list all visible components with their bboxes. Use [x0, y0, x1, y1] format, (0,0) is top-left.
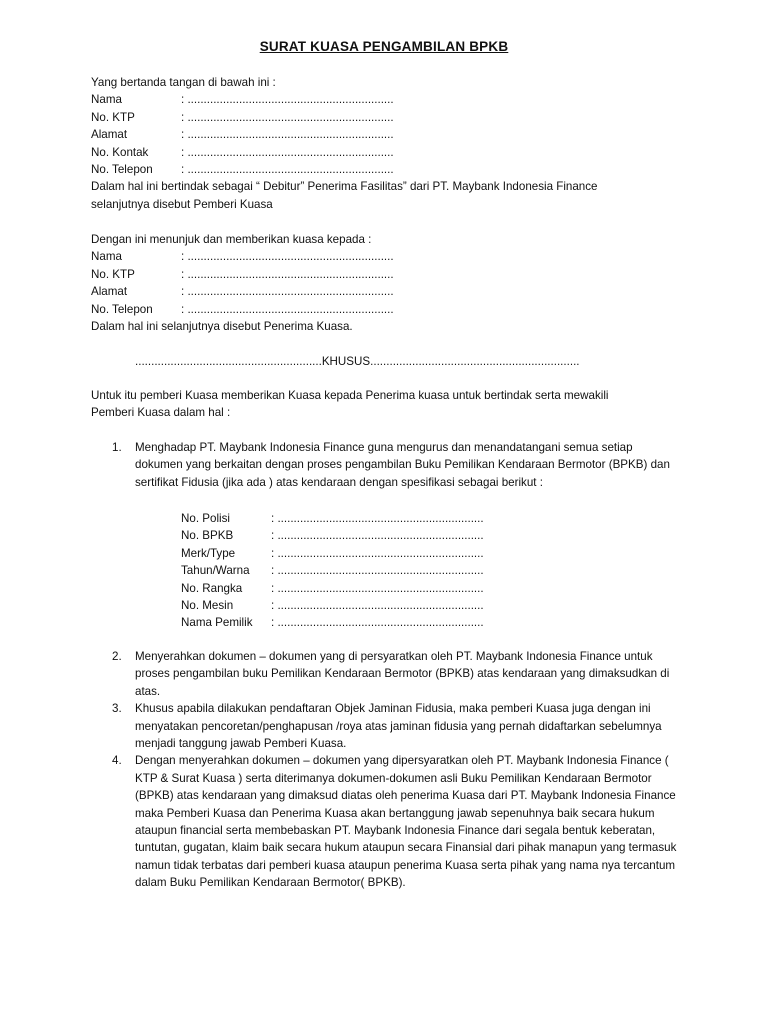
list-item-1: [91, 439, 681, 491]
giver-field-row: [91, 126, 691, 143]
item-number: 2.: [112, 650, 122, 663]
field-blank: : ................................................................: [181, 285, 394, 299]
list-item: [91, 700, 681, 752]
giver-section: [91, 74, 691, 213]
document-title: SURAT KUASA PENGAMBILAN BPKB: [259, 39, 509, 54]
intro-text: Yang bertanda tangan di bawah ini :: [91, 76, 276, 89]
field-blank: : ................................................................: [271, 581, 484, 595]
field-blank: : ................................................................: [271, 616, 484, 630]
field-label: No. Telepon: [91, 302, 153, 316]
field-blank: : ................................................................: [271, 546, 484, 560]
field-label: Alamat: [91, 128, 128, 142]
list-item: [91, 648, 681, 700]
vehicle-field-row: [181, 562, 484, 579]
field-blank: : ................................................................: [181, 267, 394, 281]
item-text: Dengan menyerahkan dokumen – dokumen yang dipersyaratkan oleh PT. Maybank Indonesia Finance ( KTP & Surat Kuasa ) serta diterimanya dokumen-dokumen asli Buku Pemilikan Kendaraan Bermotor (BPKB) atas kendaraan yang dimaksud diatas oleh penerima Kuasa dari PT. Maybank Indonesia Finance maka Pemberi Kuasa dan Penerima Kuasa akan bertanggung jawab sepenuhnya baik secara hukum ataupun financial serta membebaskan PT. Maybank Indonesia Finance dari segala bentuk keberatan, tuntutan, gugatan, klaim baik secara hukum ataupun secara Finansial dari pihak manapun yang termasuk namun tidak terbatas dari pemberi kuasa ataupun penerima Kuasa serta pihak yang nama nya tercantum dalam Buku Pemilikan Kendaraan Bermotor( BPKB).: [135, 754, 677, 890]
giver-field-row: [91, 161, 691, 178]
receiver-section: [91, 231, 691, 335]
receiver-field-row: [91, 248, 691, 265]
field-blank: : ................................................................: [181, 110, 394, 124]
field-label: No. Rangka: [181, 581, 243, 595]
item-text: Menghadap PT. Maybank Indonesia Finance guna mengurus dan menandatangani semua setiap dokumen yang berkaitan dengan proses pengambilan Buku Pemilikan Kendaraan Bermotor (BPKB) dan sertifikat Fidusia (jika ada ) atas kendaraan dengan spesifikasi sebagai berikut :: [135, 441, 670, 489]
giver-statement: Dalam hal ini bertindak sebagai “ Debitur” Penerima Fasilitas” dari PT. Maybank Indonesia Finance: [91, 180, 598, 194]
item-number: 4.: [112, 754, 122, 768]
field-blank: : ................................................................: [181, 128, 394, 142]
khusus-line: ..........................................................KHUSUS.................................................................: [135, 355, 580, 368]
field-label: Nama Pemilik: [181, 616, 253, 630]
item-text: Khusus apabila dilakukan pendaftaran Objek Jaminan Fidusia, maka pemberi Kuasa juga dengan ini menyatakan pencoretan/penghapusan /roya atas jaminan fidusia yang pernah didaftarkan sebelumnya menjadi tanggung jawab Pemberi Kuasa.: [135, 702, 662, 751]
list-items-2-4: [91, 648, 681, 892]
purpose-text-cont: Pemberi Kuasa dalam hal :: [91, 406, 231, 420]
field-blank: : ................................................................: [181, 93, 394, 107]
item-number: 1.: [112, 441, 122, 454]
field-label: No. KTP: [91, 267, 135, 281]
receiver-field-row: [91, 266, 691, 283]
field-label: Nama: [91, 250, 122, 264]
field-blank: : ................................................................: [181, 302, 394, 316]
vehicle-field-row: [181, 597, 484, 614]
item-text: Menyerahkan dokumen – dokumen yang di persyaratkan oleh PT. Maybank Indonesia Finance untuk proses pengambilan buku Pemilikan Kendaraan Bermotor (BPKB) atas kendaraan yang dimaksudkan di atas.: [135, 650, 670, 698]
field-label: Nama: [91, 93, 122, 107]
field-blank: : ................................................................: [181, 163, 394, 177]
purpose-text: Untuk itu pemberi Kuasa memberikan Kuasa kepada Penerima kuasa untuk bertindak serta mewakili: [91, 389, 609, 402]
field-label: No. Polisi: [181, 512, 230, 525]
giver-statement-cont: selanjutnya disebut Pemberi Kuasa: [91, 197, 273, 211]
field-label: Alamat: [91, 285, 128, 299]
vehicle-field-row: [181, 614, 484, 631]
vehicle-field-row: [181, 580, 484, 597]
giver-field-row: [91, 144, 691, 161]
purpose-section: [91, 387, 691, 422]
field-label: No. KTP: [91, 110, 135, 124]
field-label: No. Telepon: [91, 163, 153, 177]
field-label: No. Kontak: [91, 145, 149, 159]
vehicle-field-row: [181, 527, 484, 544]
field-label: Merk/Type: [181, 546, 236, 560]
list-item: [91, 752, 681, 891]
giver-field-row: [91, 91, 691, 108]
list-item: [91, 439, 681, 491]
receiver-intro: Dengan ini menunjuk dan memberikan kuasa kepada :: [91, 233, 372, 246]
vehicle-field-row: [181, 510, 484, 527]
field-blank: : ................................................................: [181, 250, 394, 264]
field-blank: : ................................................................: [271, 564, 484, 578]
field-blank: : ................................................................: [271, 529, 484, 543]
field-label: No. BPKB: [181, 529, 234, 543]
receiver-field-row: [91, 301, 691, 318]
vehicle-spec-table: [181, 510, 484, 632]
vehicle-field-row: [181, 545, 484, 562]
item-number: 3.: [112, 702, 122, 716]
field-blank: : ................................................................: [271, 599, 484, 613]
field-blank: : ................................................................: [181, 145, 394, 159]
field-label: No. Mesin: [181, 599, 234, 613]
field-label: Tahun/Warna: [181, 564, 250, 578]
receiver-statement: Dalam hal ini selanjutnya disebut Penerima Kuasa.: [91, 320, 353, 334]
receiver-field-row: [91, 283, 691, 300]
giver-field-row: [91, 109, 691, 126]
field-blank: : ................................................................: [271, 512, 484, 525]
